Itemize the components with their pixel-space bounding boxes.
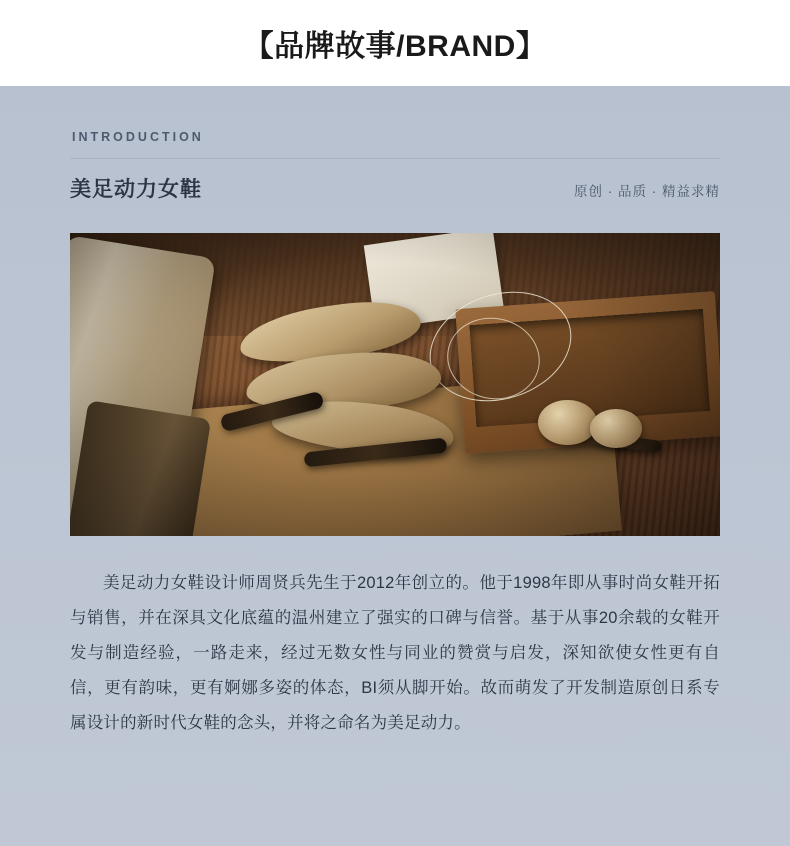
brand-photo-illustration <box>70 233 720 536</box>
photo-vignette <box>70 233 720 536</box>
content-section <box>0 86 790 846</box>
content-inner <box>70 86 720 741</box>
brand-name: 美足动力女鞋 <box>70 178 202 201</box>
brand-slogan: 原创 · 品质 · 精益求精 <box>574 184 720 199</box>
brand-heading-row <box>70 158 720 203</box>
page-header <box>0 0 790 86</box>
page-title: 【品牌故事/BRAND】 <box>243 30 547 63</box>
introduction-label: INTRODUCTION <box>72 130 204 144</box>
brand-story-paragraph: 美足动力女鞋设计师周贤兵先生于2012年创立的。他于1998年即从事时尚女鞋开拓与销售，并在深具文化底蕴的温州建立了强实的口碑与信誉。基于从事20余载的女鞋开发与制造经验，一路走来，经过无数女性与同业的赞赏与启发，深知欲使女性更有自信，更有韵味，更有婀娜多姿的体态，BI须从脚开始。故而萌发了开发制造原创日系专属设计的新时代女鞋的念头，并将之命名为美足动力。 <box>70 574 720 732</box>
brand-photo <box>70 233 720 536</box>
